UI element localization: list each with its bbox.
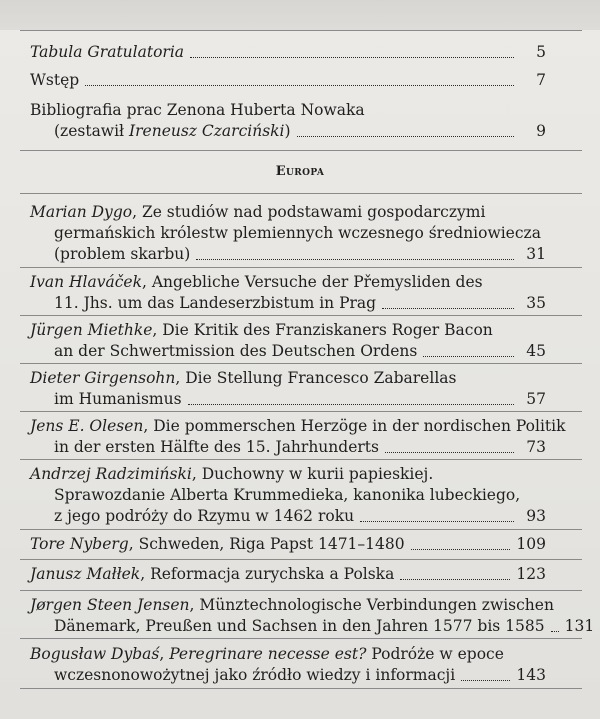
page-number: 45 [526,342,546,360]
entry-divider [20,529,582,530]
toc-entry-olesen: Jens E. Olesen, Die pommerschen Herzöge in der nordischen Politik in der ersten Hälfte des 15. Jahrhunderts 73 [30,417,566,456]
page-number: 73 [526,438,546,456]
dot-leader [551,631,559,632]
entry-divider [20,411,582,412]
dot-leader [382,308,514,309]
toc-entry-jensen: Jørgen Steen Jensen, Münztechnologische Verbindungen zwischen Dänemark, Preußen und Sachsen in den Jahren 1577 bis 1585 131 [30,596,595,635]
toc-entry-miethke: Jürgen Miethke, Die Kritik des Franziskaners Roger Bacon an der Schwertmission des Deutschen Ordens 45 [30,321,546,360]
page-number: 57 [526,390,546,408]
dot-leader [385,452,514,453]
dot-leader [411,549,511,550]
page-number: 131 [564,617,595,635]
dot-leader [297,136,514,137]
section-title-divider [20,193,582,194]
dot-leader [190,57,514,58]
entry-divider [20,559,582,560]
toc-title: Wstęp [30,71,80,89]
dot-leader [85,85,514,86]
entry-divider [20,459,582,460]
entry-divider [20,590,582,591]
page-number: 5 [536,43,546,61]
dot-leader [188,404,514,405]
toc-entry-hlavacek: Ivan Hlaváček, Angebliche Versuche der Přemysliden des 11. Jhs. um das Landeserzbistum in Prag 35 [30,273,546,312]
dot-leader [400,579,510,580]
page-number: 143 [516,666,546,684]
page-number: 35 [526,294,546,312]
page-number: 123 [516,565,546,583]
entry-divider [20,267,582,268]
toc-entry-girgensohn: Dieter Girgensohn, Die Stellung Francesco Zabarellas im Humanismus 57 [30,369,546,408]
entry-divider [20,315,582,316]
toc-entry-nyberg: Tore Nyberg, Schweden, Riga Papst 1471–1480 109 [30,535,546,553]
toc-entry-wstep [30,70,546,91]
page-number: 109 [516,535,546,553]
toc-title: Tabula Gratulatoria [30,43,185,61]
dot-leader [360,521,514,522]
toc-title: Bibliografia prac Zenona Huberta Nowaka [30,101,365,119]
toc-entry-dybas: Bogusław Dybaś, Peregrinare necesse est? Podróże w epoce wczesnonowożytnej jako źródło wiedzy i informacji 143 [30,645,546,684]
page-number: 7 [536,71,546,89]
section-divider [20,150,582,151]
entry-divider [20,688,582,689]
page-number: 31 [526,245,546,263]
toc-entry-tabula [30,42,546,63]
toc-entry-dygo: Marian Dygo, Ze studiów nad podstawami gospodarczymi germańskich królestw plemiennych wczesnego średniowiecza (problem skarbu) 31 [30,203,546,263]
toc-subtitle: (zestawił Ireneusz Czarciński) [54,122,291,140]
top-divider [20,30,582,31]
toc-entry-mallek: Janusz Małłek, Reformacja zurychska a Polska 123 [30,565,546,583]
dot-leader [461,680,510,681]
entry-divider [20,363,582,364]
section-title: Europa [275,164,325,179]
page-number: 93 [526,507,546,525]
previous-page-strip [0,0,600,30]
dot-leader [196,259,514,260]
toc-entry-radziminski: Andrzej Radzimiński, Duchowny w kurii papieskiej. Sprawozdanie Alberta Krummedieka, kanonika lubeckiego, z jego podróży do Rzymu w 1462 roku 93 [30,465,546,525]
page-number: 9 [536,122,546,140]
toc-entry-bibliografia [30,100,546,142]
entry-divider [20,638,582,639]
dot-leader [423,356,514,357]
